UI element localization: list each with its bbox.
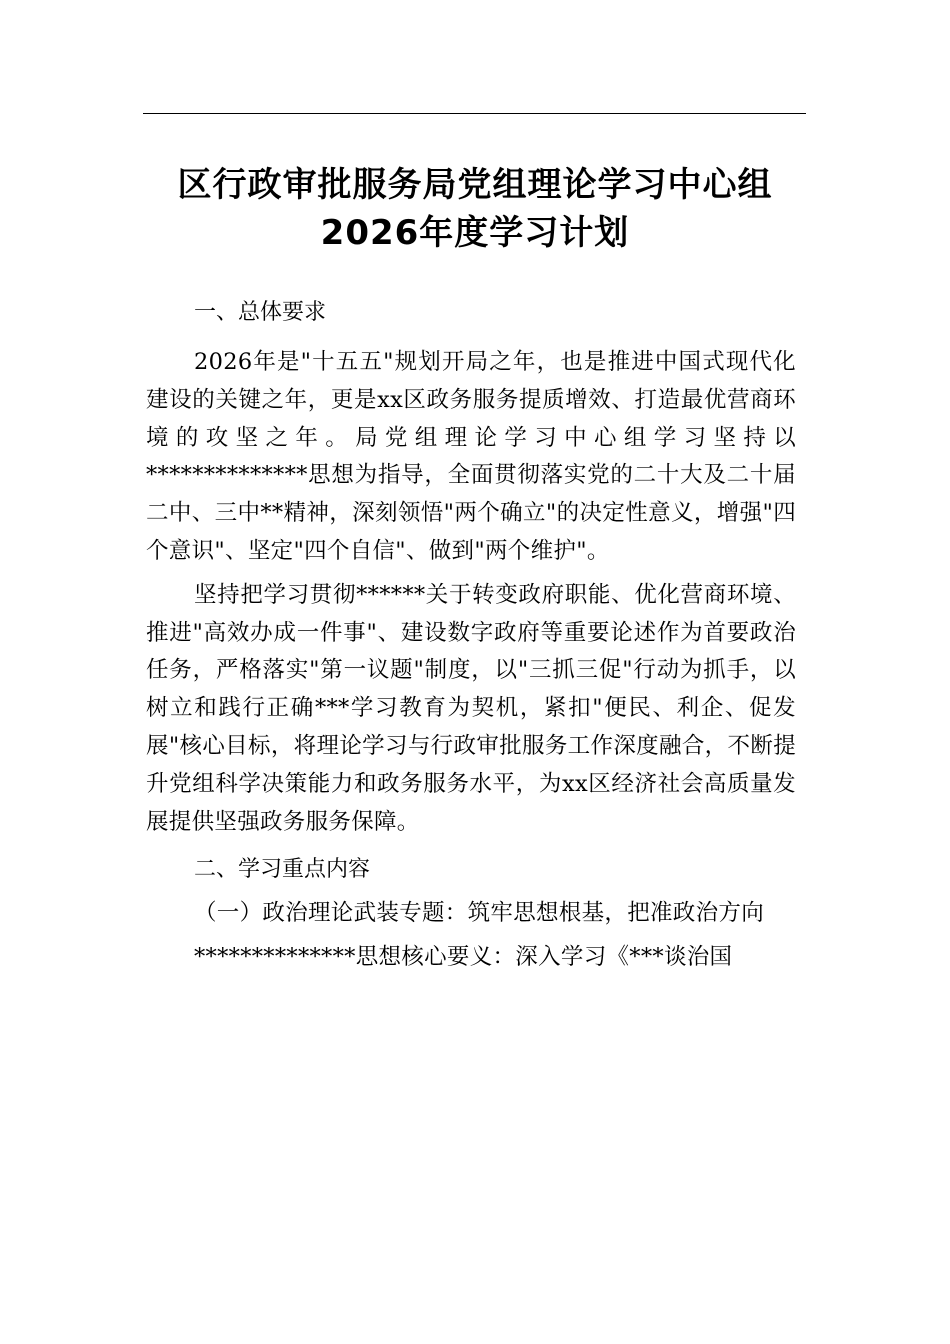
document-title-line2: 2026年度学习计划 (320, 213, 630, 253)
section-heading-key-content: 二、学习重点内容 (194, 857, 371, 883)
paragraph: 坚持把学习贯彻******关于转变政府职能、优化营商环境、推进"高效办成一件事"、建设数字政府等重要论述作为首要政治任务，严格落实"第一议题"制度，以"三抓三促"行动为抓手，以树立和践行正确***学习教育为契机，紧扣"便民、利企、促发展"核心目标，将理论学习与行政审批服务工作深度融合，不断提升党组科学决策能力和政务服务水平，为xx区经济社会高质量发展提供坚强政务服务保障。 (146, 581, 796, 835)
subsection-heading: （一）政治理论武装专题：筑牢思想根基，把准政治方向 (194, 900, 765, 927)
paragraph: 2026年是"十五五"规划开局之年，也是推进中国式现代化建设的关键之年，更是xx区政务服务提质增效、打造最优营商环境的攻坚之年。局党组理论学习中心组学习坚持以**************思想为指导，全面贯彻落实党的二十大及二十届二中、三中**精神，深刻领悟"两个确立"的决定性意义，增强"四个意识"、坚定"四个自信"、做到"两个维护"。 (146, 349, 796, 564)
header-rule (143, 113, 806, 114)
section-heading-general-requirements: 一、总体要求 (194, 300, 327, 325)
document-title-line1: 区行政审批服务局党组理论学习中心组 (177, 165, 773, 205)
paragraph: **************思想核心要义：深入学习《***谈治国 (194, 944, 733, 971)
document-body (146, 290, 796, 977)
